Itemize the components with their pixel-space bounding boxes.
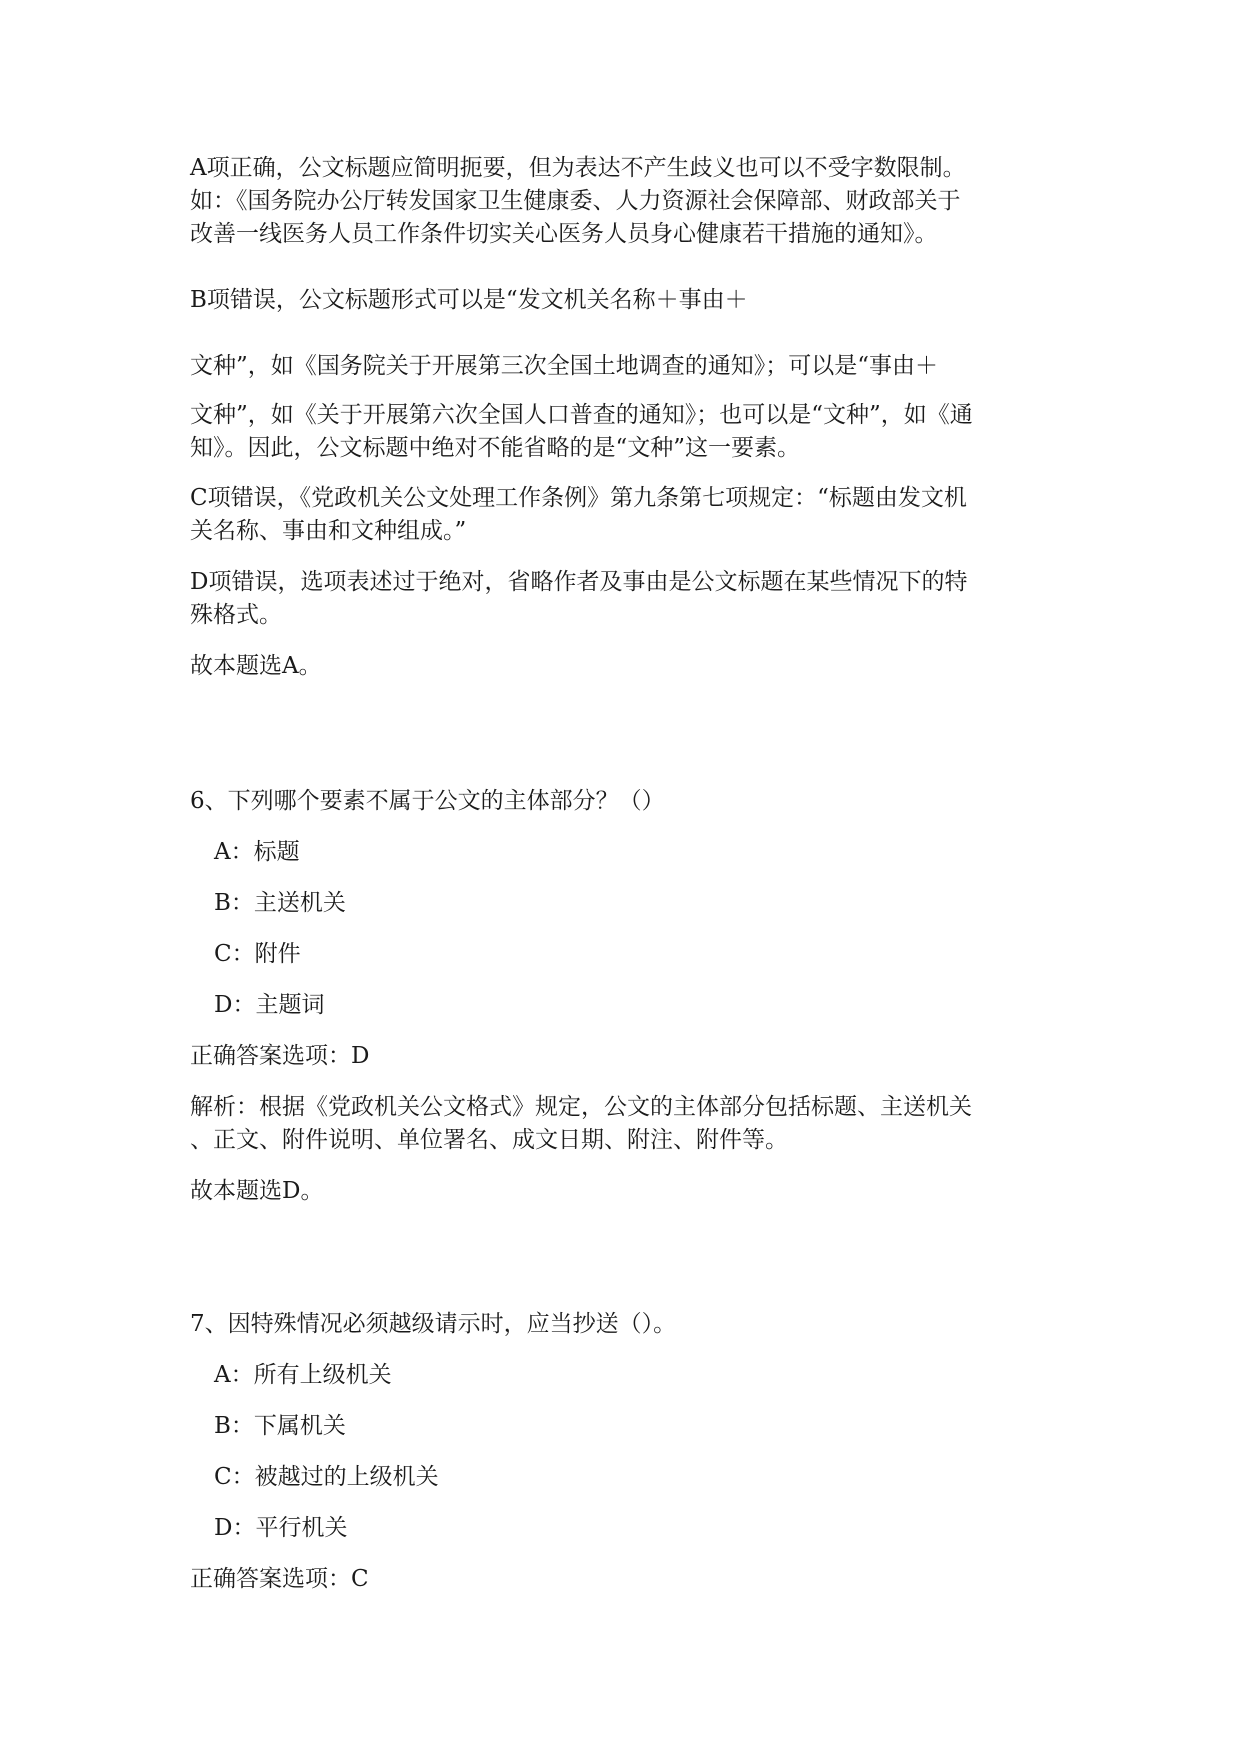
question7-answer: 正确答案选项：C xyxy=(190,1566,369,1592)
question7-option-c: C：被越过的上级机关 xyxy=(214,1464,439,1490)
question6-option-c: C：附件 xyxy=(214,941,301,967)
explanation-d-line2: 殊格式。 xyxy=(190,602,282,628)
explanation-b-line2: 文种”，如《国务院关于开展第三次全国土地调查的通知》；可以是“事由＋ xyxy=(190,353,939,379)
question7-option-d: D：平行机关 xyxy=(214,1515,348,1541)
question7-stem: 7、因特殊情况必须越级请示时，应当抄送（）。 xyxy=(190,1311,677,1337)
explanation-a-line2: 如：《国务院办公厅转发国家卫生健康委、人力资源社会保障部、财政部关于 xyxy=(190,188,961,214)
explanation-b-line3: 文种”，如《关于开展第六次全国人口普查的通知》；也可以是“文种”，如《通 xyxy=(190,402,973,428)
explanation-b-line4: 知》。因此，公文标题中绝对不能省略的是“文种”这一要素。 xyxy=(190,435,801,461)
explanation-c-line1: C项错误，《党政机关公文处理工作条例》第九条第七项规定：“标题由发文机 xyxy=(190,485,967,511)
question6-option-b: B：主送机关 xyxy=(214,890,346,916)
explanation-a-line1: A项正确，公文标题应简明扼要，但为表达不产生歧义也可以不受字数限制。 xyxy=(190,155,966,181)
question6-option-a: A：标题 xyxy=(214,839,300,865)
question6-stem: 6、下列哪个要素不属于公文的主体部分？（） xyxy=(190,788,665,814)
explanation-a-line3: 改善一线医务人员工作条件切实关心医务人员身心健康若干措施的通知》。 xyxy=(190,221,938,247)
explanation-d-line1: D项错误，选项表述过于绝对，省略作者及事由是公文标题在某些情况下的特 xyxy=(190,569,968,595)
explanation-conclusion: 故本题选A。 xyxy=(190,653,322,679)
question6-conclusion: 故本题选D。 xyxy=(190,1178,324,1204)
question7-option-b: B：下属机关 xyxy=(214,1413,346,1439)
question6-analysis-line1: 解析：根据《党政机关公文格式》规定，公文的主体部分包括标题、主送机关 xyxy=(190,1094,972,1120)
explanation-c-line2: 关名称、事由和文种组成。” xyxy=(190,518,467,544)
question6-analysis-line2: 、正文、附件说明、单位署名、成文日期、附注、附件等。 xyxy=(190,1127,788,1153)
explanation-b-line1: B项错误，公文标题形式可以是“发文机关名称＋事由＋ xyxy=(190,287,748,313)
question6-answer: 正确答案选项：D xyxy=(190,1043,370,1069)
question7-option-a: A：所有上级机关 xyxy=(214,1362,392,1388)
question6-option-d: D：主题词 xyxy=(214,992,325,1018)
